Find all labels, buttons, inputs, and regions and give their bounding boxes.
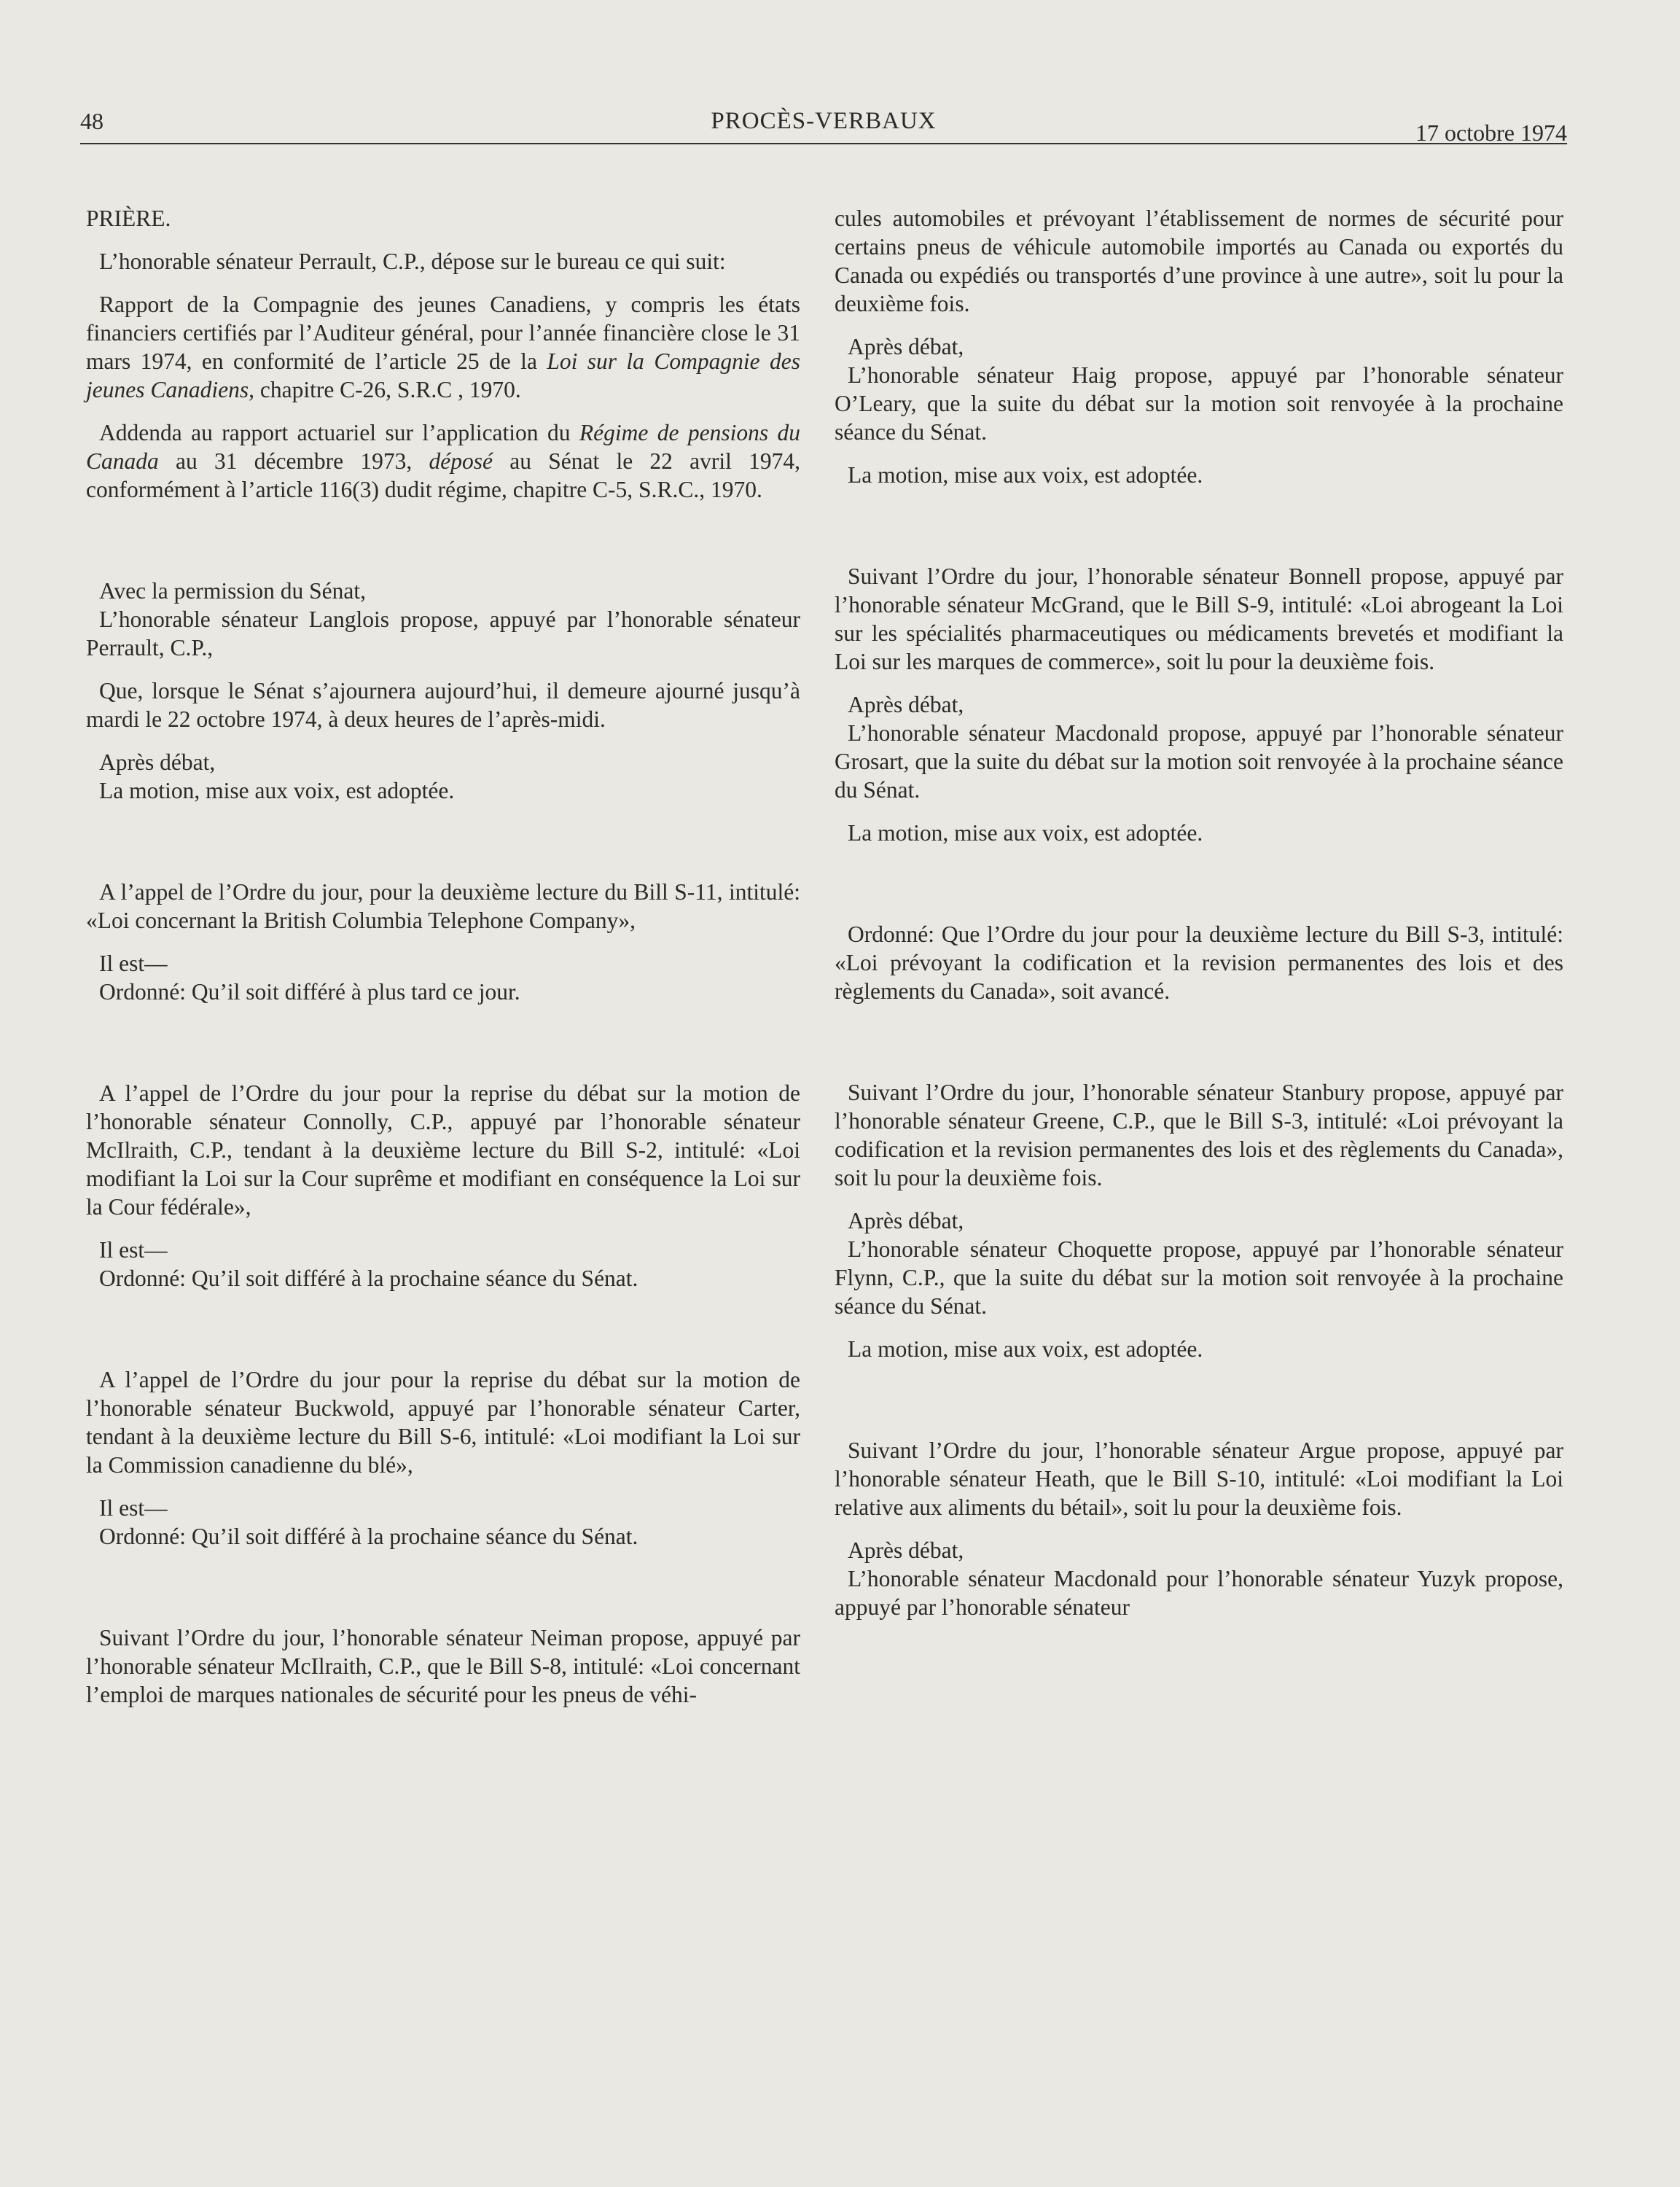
paragraph: Après débat, [848, 1208, 964, 1233]
paragraph: L’honorable sénateur Perrault, C.P., dépose sur le bureau ce qui suit: [99, 249, 726, 274]
italic-text: Loi sur la Compagnie des jeunes Canadiens, [86, 348, 800, 402]
text: Avec la permission du Sénat, [99, 578, 366, 604]
paragraph: Suivant l’Ordre du jour, l’honorable sénateur Argue propose, appuyé par l’honorable sénateur Heath, que le Bill S-10, intitulé: «Loi modifiant la Loi relative aux aliments du bétail», soit lu pour la deuxième fois. [835, 1438, 1563, 1520]
italic-text: déposé [429, 448, 493, 474]
paragraph: A l’appel de l’Ordre du jour, pour la deuxième lecture du Bill S-11, intitulé: «Loi concernant la British Columbia Telephone Company», [86, 879, 800, 933]
paragraph: Ordonné: Qu’il soit différé à plus tard ce jour. [99, 979, 520, 1005]
paragraph: La motion, mise aux voix, est adoptée. [99, 778, 455, 803]
paragraph: Il est— [99, 1237, 168, 1263]
paragraph: Suivant l’Ordre du jour, l’honorable sénateur Stanbury propose, appuyé par l’honorable sénateur Greene, C.P., que le Bill S-3, intitulé: «Loi prévoyant la codification et la revision permanentes des lois et des règlements du Canada», soit lu pour la deuxième fois. [835, 1080, 1563, 1190]
paragraph: L’honorable sénateur Macdonald propose, appuyé par l’honorable sénateur Grosart, que la suite du débat sur la motion soit renvoyée à la prochaine séance du Sénat. [835, 720, 1563, 803]
paragraph: La motion, mise aux voix, est adoptée. [848, 820, 1203, 846]
paragraph: A l’appel de l’Ordre du jour pour la reprise du débat sur la motion de l’honorable sénateur Connolly, C.P., appuyé par l’honorable sénateur McIlraith, C.P., tendant à la deuxième lecture du Bill S-2, intitulé: «Loi modifiant la Loi sur la Cour suprême et modifiant en conséquence la Loi sur la Cour fédérale», [86, 1080, 800, 1220]
paragraph: L’honorable sénateur Macdonald pour l’honorable sénateur Yuzyk propose, appuyé par l’honorable sénateur [835, 1566, 1563, 1620]
paragraph: L’honorable sénateur Haig propose, appuyé par l’honorable sénateur O’Leary, que la suite du débat sur la motion soit renvoyée à la prochaine séance du Sénat. [835, 362, 1563, 445]
left-column [86, 204, 800, 1723]
paragraph: L’honorable sénateur Langlois propose, appuyé par l’honorable sénateur Perrault, C.P., [86, 607, 800, 660]
paragraph: L’honorable sénateur Choquette propose, appuyé par l’honorable sénateur Flynn, C.P., que la suite du débat sur la motion soit renvoyée à la prochaine séance du Sénat. [835, 1236, 1563, 1319]
text: Rapport de la Compagnie des jeunes Canadiens, y compris les états financiers certifiés par l’Auditeur général, pour l’année financière close le 31 mars 1974, en conformité de l’article 25 de la [86, 292, 800, 374]
italic-text: Régime de pensions du Canada [86, 420, 801, 474]
text: chapitre C-26, S.R.C , 1970. [254, 377, 521, 402]
paragraph: La motion, mise aux voix, est adoptée. [848, 1336, 1203, 1362]
paragraph: Suivant l’Ordre du jour, l’honorable sénateur Bonnell propose, appuyé par l’honorable sénateur McGrand, que le Bill S-9, intitulé: «Loi abrogeant la Loi sur les spécialités pharmaceutiques ou médicaments brevetés et modifiant la Loi sur les marques de commerce», soit lu pour la deuxième fois. [835, 564, 1563, 674]
priere-heading: PRIÈRE. [86, 206, 171, 231]
header-date: 17 octobre 1974 [1415, 120, 1567, 146]
paragraph: cules automobiles et prévoyant l’établissement de normes de sécurité pour certains pneus de véhicule automobile importés au Canada ou exportés du Canada ou expédiés ou transportés d’une province à une autre», soit lu pour la deuxième fois. [835, 206, 1563, 316]
paragraph: A l’appel de l’Ordre du jour pour la reprise du débat sur la motion de l’honorable sénateur Buckwold, appuyé par l’honorable sénateur Carter, tendant à la deuxième lecture du Bill S-6, intitulé: «Loi modifiant la Loi sur la Commission canadienne du blé», [86, 1367, 800, 1478]
right-column [835, 204, 1563, 1636]
paragraph: Suivant l’Ordre du jour, l’honorable sénateur Neiman propose, appuyé par l’honorable sénateur McIlraith, C.P., que le Bill S-8, intitulé: «Loi concernant l’emploi de marques nationales de sécurité pour les pneus de véhi- [86, 1625, 800, 1707]
header-rule [80, 143, 1567, 144]
page-header [80, 108, 1567, 144]
paragraph: Il est— [99, 951, 168, 976]
paragraph: Après débat, [99, 749, 216, 775]
paragraph [86, 290, 800, 404]
paragraph: Que, lorsque le Sénat s’ajournera aujourd’hui, il demeure ajourné jusqu’à mardi le 22 octobre 1974, à deux heures de l’après-midi. [86, 678, 800, 732]
paragraph [86, 577, 800, 605]
paragraph: La motion, mise aux voix, est adoptée. [848, 462, 1203, 488]
paragraph: Après débat, [848, 334, 964, 359]
paragraph: Ordonné: Qu’il soit différé à la prochaine séance du Sénat. [99, 1266, 638, 1291]
paragraph: Ordonné: Que l’Ordre du jour pour la deuxième lecture du Bill S-3, intitulé: «Loi prévoyant la codification et la revision permanentes des lois et des règlements du Canada», soit avancé. [835, 921, 1563, 1004]
paragraph: Après débat, [848, 1537, 964, 1563]
paragraph: Il est— [99, 1495, 168, 1521]
page-number: 48 [80, 108, 103, 134]
text: au Sénat le 22 avril 1974, conformément à l’article 116(3) dudit régime, chapitre C-5, S.R.C., 1970. [86, 448, 801, 502]
paragraph: Ordonné: Qu’il soit différé à la prochaine séance du Sénat. [99, 1524, 638, 1549]
paragraph [86, 418, 800, 504]
paragraph: Après débat, [848, 692, 964, 717]
text: Addenda au rapport actuariel sur l’application du [99, 420, 579, 445]
text: au 31 décembre 1973, [158, 448, 429, 474]
running-title: PROCÈS-VERBAUX [711, 108, 937, 134]
